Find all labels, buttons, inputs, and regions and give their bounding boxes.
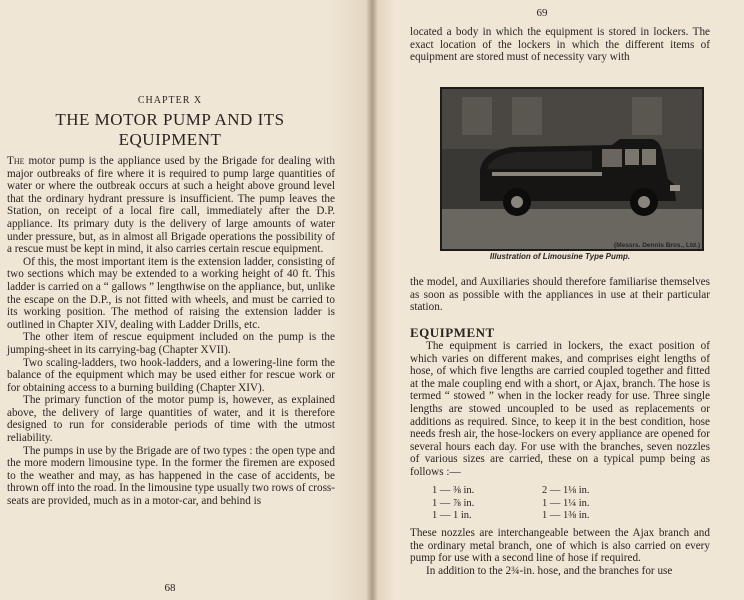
page-number-left: 68 bbox=[164, 582, 176, 594]
paragraph: In addition to the 2¾-in. hose, and the branches for use bbox=[426, 564, 673, 577]
photo-credit: (Messrs. Dennis Bros., Ltd.) bbox=[614, 242, 700, 249]
nozzle-item: 1 — 1 in. bbox=[432, 510, 472, 521]
paragraph: These nozzles are interchangeable between the Ajax branch and the ordinary metal branch, one of which is also carried on every pump for use with a second line of hose if required. bbox=[410, 527, 710, 565]
left-body-text bbox=[7, 155, 335, 508]
nozzle-item: 1 — ⅞ in. bbox=[432, 497, 475, 509]
nozzle-row bbox=[432, 485, 652, 498]
right-top-text bbox=[410, 26, 710, 64]
right-page bbox=[372, 0, 744, 600]
paragraph: The other item of rescue equipment included on the pump is the jumping-sheet in its carrying-bag (Chapter XVII). bbox=[7, 331, 335, 356]
nozzle-row bbox=[432, 510, 652, 523]
photo-caption: Illustration of Limousine Type Pump. bbox=[489, 252, 631, 261]
paragraph: Two scaling-ladders, two hook-ladders, and a lowering-line form the balance of the equipment which may be used either for rescue work or for obtaining access to a burning building (Chapter XIV). bbox=[7, 356, 335, 394]
paragraph-text: motor pump is the appliance used by the Brigade for dealing with major outbreaks of fire where it is required to pump large quantities of water or where the outbreak occurs at such a height above ground level that the ordinary hydrant pressure is insufficient. The pump leaves the Station, on receipt of a local fire call, immediately after the D.P. appliance. Its primary duty is the delivery of large amounts of water under pressure, but, as in almost all Brigade operations the possibility of a rescue must be kept in mind, it also carries certain rescue equipment. bbox=[7, 155, 335, 256]
book-gutter bbox=[366, 0, 378, 600]
chapter-label: CHAPTER X bbox=[137, 95, 203, 106]
drop-word: The bbox=[7, 155, 25, 167]
paragraph: the model, and Auxiliaries should therefore familiarise themselves as soon as possible with the appliances in use at their particular station. bbox=[410, 276, 710, 314]
nozzle-item: 2 — 1⅛ in. bbox=[542, 485, 590, 496]
nozzle-item: 1 — 1¼ in. bbox=[542, 497, 590, 509]
right-bottom-text bbox=[410, 527, 710, 577]
nozzle-list bbox=[432, 485, 652, 523]
nozzle-item: 1 — ⅜ in. bbox=[432, 485, 475, 496]
paragraph: Of this, the most important item is the extension ladder, consisting of two sections which may be extended to a working height of 40 ft. This ladder is carried on a “ gallows ” lengthwise on the appliance, but, unlike the escape on the D.P., is not fitted with wheels, and must be carried to its working position. The method of raising the extension ladder is outlined in Chapter XIV, dealing with Ladder Drills, etc. bbox=[7, 255, 335, 331]
right-mid-text bbox=[410, 276, 710, 314]
fire-engine-illustration bbox=[442, 89, 702, 249]
section-heading: EQUIPMENT bbox=[410, 325, 495, 340]
nozzle-row bbox=[432, 498, 652, 511]
paragraph: The pumps in use by the Brigade are of two types : the open type and the more modern limousine type. In the former the firemen are exposed to the weather and may, as has happened in the case of accidents, be thrown off into the road. In the limousine type usually two rows of cross-seats are provided, much as in a motor-car, and behind is bbox=[7, 444, 335, 508]
equipment-text bbox=[410, 340, 710, 479]
limousine-pump-photo bbox=[440, 87, 704, 251]
chapter-title: THE MOTOR PUMP AND ITS EQUIPMENT bbox=[55, 110, 285, 149]
nozzle-item: 1 — 1⅜ in. bbox=[542, 510, 590, 521]
page-number-right: 69 bbox=[536, 7, 548, 19]
paragraph bbox=[7, 155, 335, 256]
paragraph: The equipment is carried in lockers, the exact position of which varies on different makes, and comprises eight lengths of hose, of which five lengths are carried coupled together and fitted at the male coupling end with a short, or Ajax, branch. The hose is termed “ stowed ” when in the locker ready for use. Three single lengths are stowed uncoupled to be used as replacements or additions as required. Since, to keep it in the best condition, hose needs fresh air, the hose-lockers on every appliance are opened for several hours each day. For use with the branches, seven nozzles of various sizes are carried, these on a typical pump being as follows :— bbox=[410, 340, 710, 478]
paragraph: The primary function of the motor pump is, however, as explained above, the delivery of large quantities of water, and it is therefore designed to run for considerable periods of time with the utmost reliability. bbox=[7, 394, 335, 445]
paragraph: located a body in which the equipment is stored in lockers. The exact location of the lockers in which the different items of equipment are stored must of necessity vary with bbox=[410, 26, 710, 64]
